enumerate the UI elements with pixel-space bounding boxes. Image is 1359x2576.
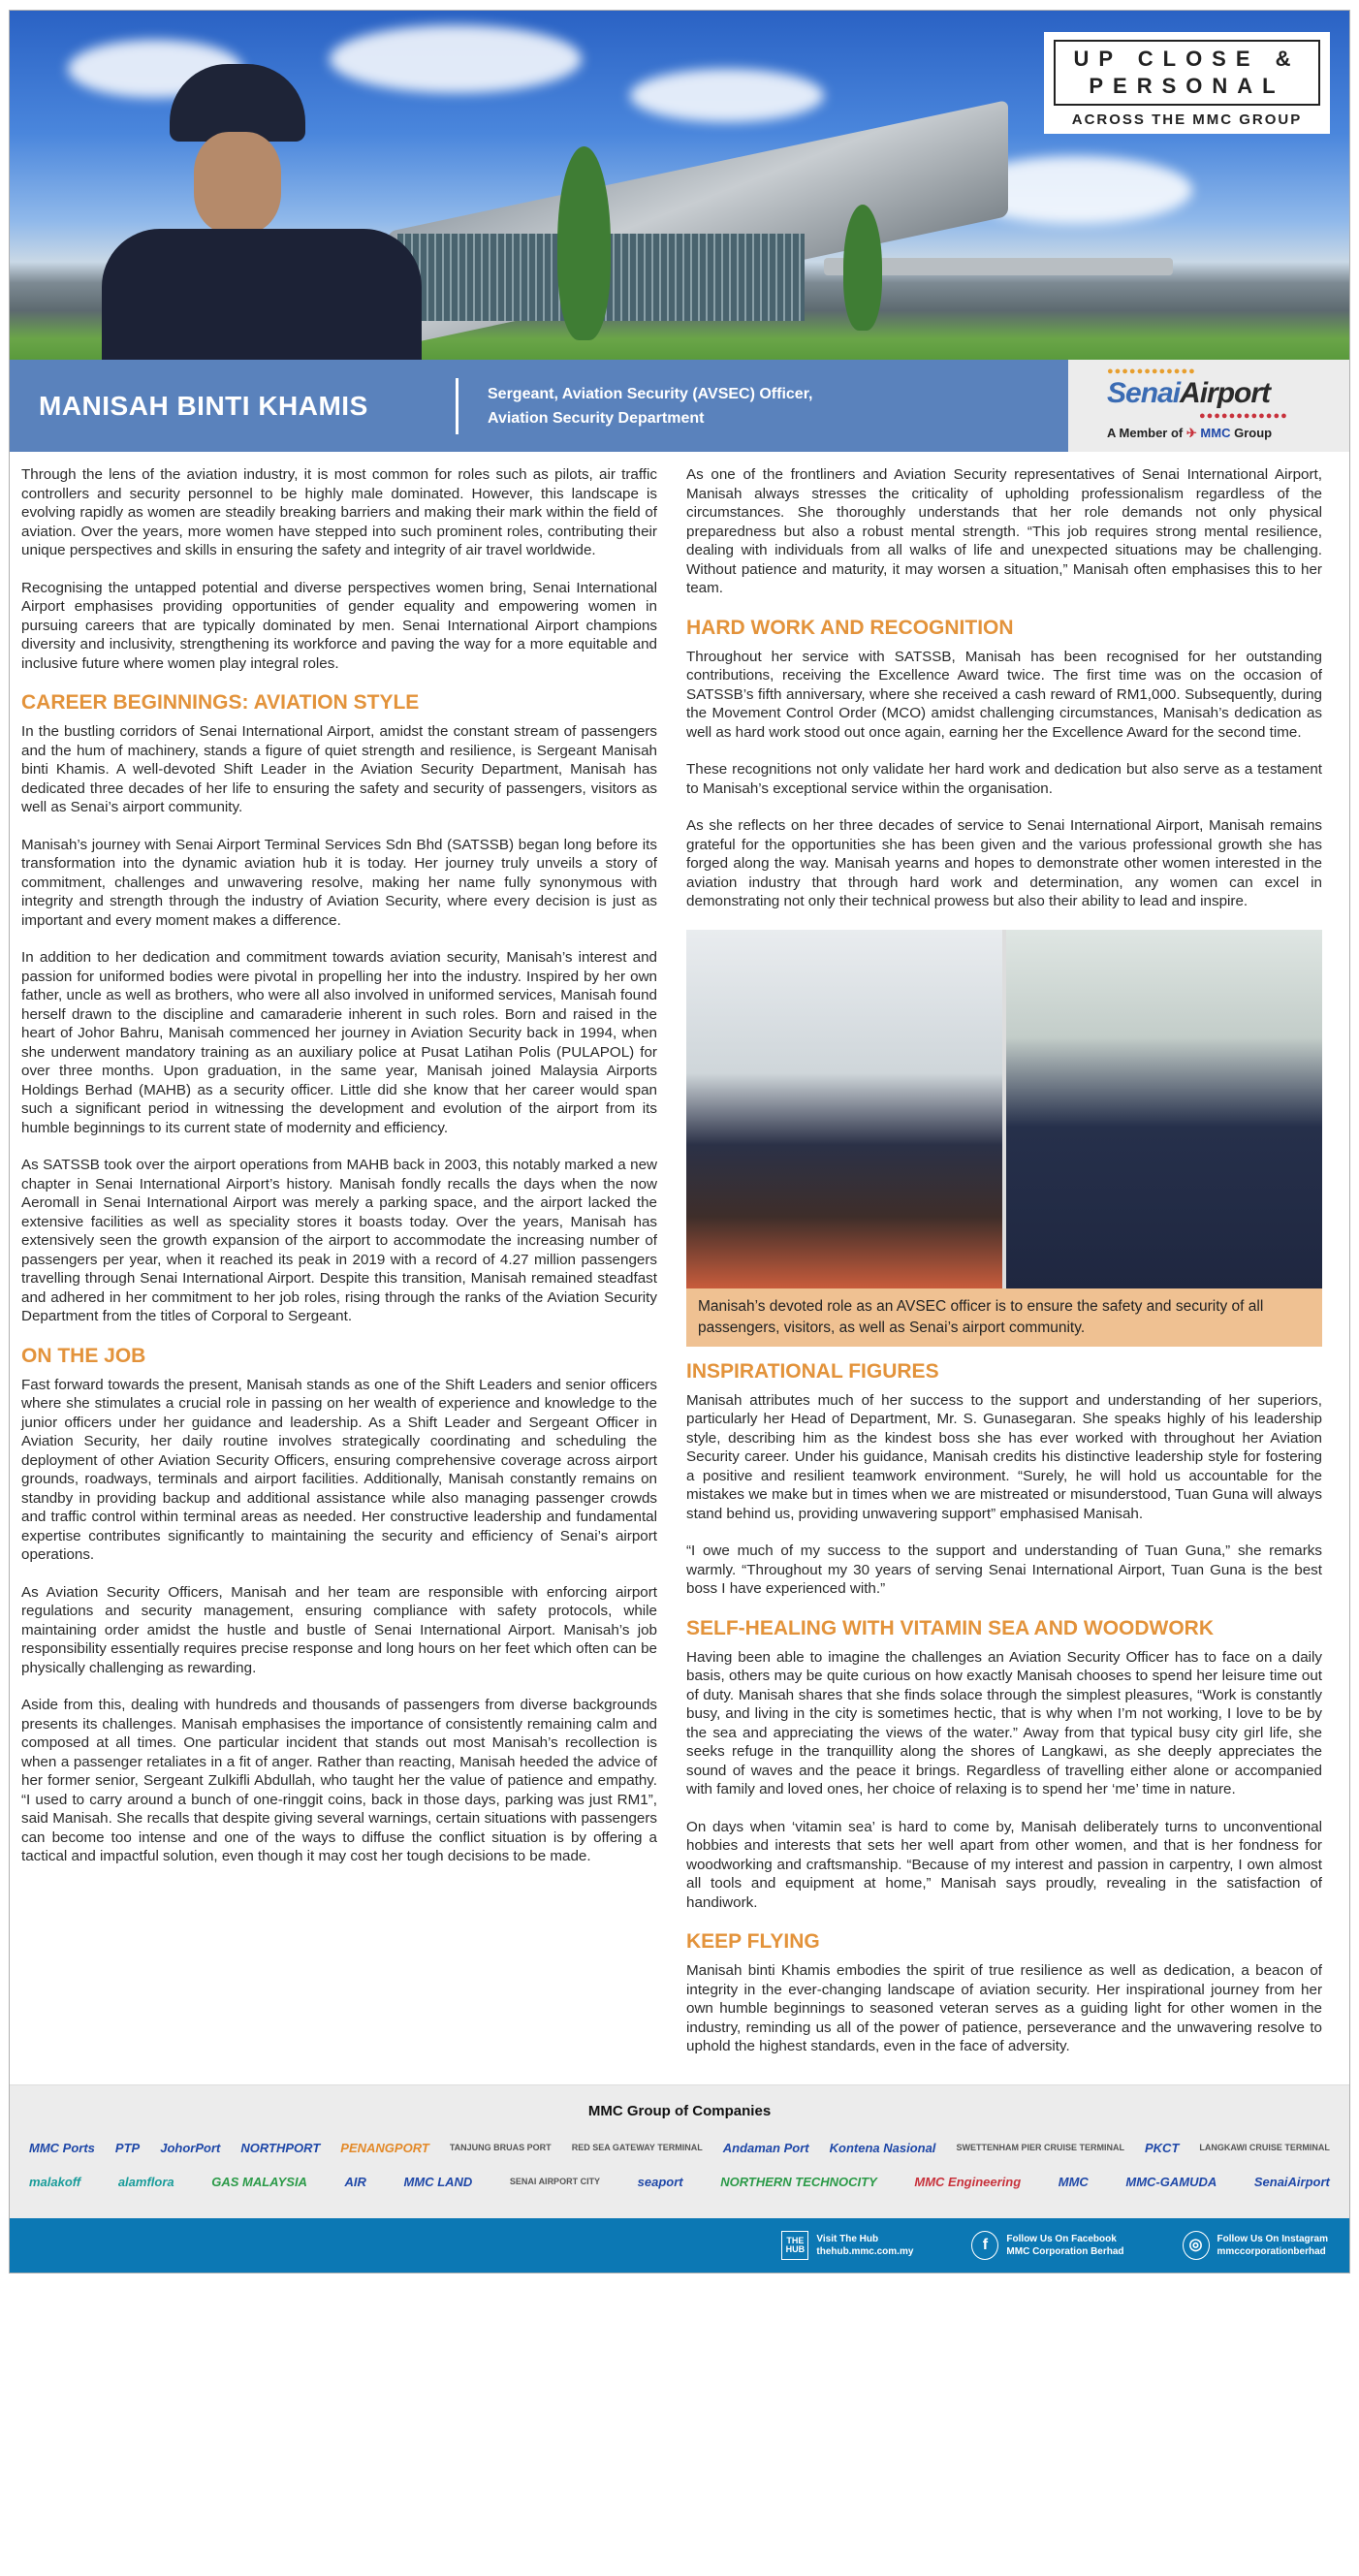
company-logo[interactable]: MMC LAND: [403, 2174, 473, 2189]
paragraph: As she reflects on her three decades of service to Senai International Airport, Manisah remains grateful for the opportunities she has been given and the various professional growth she has forged along the way. Manisah yearns and hopes to demonstrate other women interested in the aviation industry that through hard work and determination, any women can excel in demonstrating not only their technical prowess but also their ability to lead and inspire.: [686, 817, 1322, 909]
company-logo[interactable]: MMC Engineering: [914, 2174, 1022, 2189]
section-heading: SELF-HEALING WITH VITAMIN SEA AND WOODWORK: [686, 1616, 1215, 1639]
facebook-name: MMC Corporation Berhad: [1006, 2245, 1124, 2257]
role-line-2: Aviation Security Department: [488, 409, 705, 427]
name-band: [10, 360, 1349, 452]
paragraph: On days when ‘vitamin sea’ is hard to come by, Manisah deliberately turns to unconventional hobbies and interests that sets her well apart from other women, and that is her fondness for woodworking and craftsmanship. “Because of my interest and passion in carpentry, I own almost all tools and equipment at home,” Manisah says proudly, revealing in the satisfaction of handiwork.: [686, 1818, 1322, 1911]
section-heading: KEEP FLYING: [686, 1930, 820, 1953]
facebook-title: Follow Us On Facebook: [1006, 2233, 1117, 2244]
company-logo[interactable]: TANJUNG BRUAS PORT: [449, 2143, 552, 2152]
member-prefix: A Member of: [1107, 426, 1184, 440]
section-heading: ON THE JOB: [21, 1344, 146, 1367]
instagram-icon: ◎: [1183, 2231, 1210, 2260]
paragraph: In addition to her dedication and commitment towards aviation security, Manisah’s interest and passion for uniformed bodies were pivotal in propelling her into the industry. Inspired by her own father, uncle as well as brothers, who were all also involved in uniformed services, Manisah found herself drawn to the discipline and camaraderie inherent in such roles. Born and raised in the heart of Johor Bahru, Manisah commenced her journey in Aviation Security back in 1994, when she underwent mandatory training as an auxiliary police at Pusat Latihan Polis (PULAPOL) for over three months. Upon graduation, in the same year, Manisah joined Malaysia Airports Holdings Berhad (MAHB) as a security officer. Little did she know that her career would span such a significant period in witnessing the development and evolution of the airport from its humble beginnings to its current state of modernity and efficiency.: [21, 949, 657, 1136]
company-logos-row-1: [29, 2141, 1330, 2155]
paragraph: Having been able to imagine the challenges an Aviation Security Officer has to face on a daily basis, others may be quite curious on how exactly Manisah chooses to spend her leisure time out of duty. Manisah shares that she finds solace through the simplest pleasures, “Work is constantly busy, and living in the city is sometimes hectic, that is why when I’m not working, I love to be by the sea and appreciating the views of the water.” Away from that typical busy city girl life, she seeks refuge in the tranquillity along the shores of Langkawi, as she deeply appreciates the sound of waves and the peace it brings. Regardless of travelling either alone or accompanied with family and loved ones, her choice of relaxing is to spend her ‘me’ time in nature.: [686, 1648, 1322, 1797]
senai-airport-logo: [1107, 366, 1288, 422]
mmc-logo-icon: ✈: [1185, 426, 1197, 440]
company-logo[interactable]: AIR: [344, 2174, 366, 2189]
photo-caption: Manisah’s devoted role as an AVSEC officer is to ensure the safety and security of all passengers, visitors, as well as Senai’s airport community.: [686, 1288, 1322, 1347]
paragraph: “I owe much of my success to the support and understanding of Tuan Guna,” she remarks warmly. “Throughout my 30 years of serving Senai International Airport, Tuan Guna is the best boss I have experienced with.”: [686, 1542, 1322, 1597]
paragraph: Manisah’s journey with Senai Airport Terminal Services Sdn Bhd (SATSSB) began long before its transformation into the dynamic aviation hub it is today. Her journey truly unveils a story of commitment, challenges and unwavering resolve, making her name fully synonymous with integrity and strength through the industry of Aviation Security, where every decision is just as important and every moment makes a difference.: [21, 836, 657, 929]
company-logo[interactable]: LANGKAWI CRUISE TERMINAL: [1199, 2143, 1330, 2152]
company-logo[interactable]: MMC: [1058, 2174, 1089, 2189]
instagram-title: Follow Us On Instagram: [1217, 2233, 1328, 2244]
logo-tagline: ACROSS THE MMC GROUP: [1071, 111, 1303, 128]
tree-decoration: [843, 205, 882, 331]
company-logo[interactable]: JohorPort: [160, 2140, 221, 2155]
section-heading: INSPIRATIONAL FIGURES: [686, 1359, 939, 1383]
paragraph: Aside from this, dealing with hundreds and thousands of passengers from diverse backgrounds presents its challenges. Manisah emphasises the importance of consistently remaining calm and composed at all times. One particular incident that stands out most Manisah’s recollection is when a passenger retaliates in a fit of anger. Rather than reacting, Manisah heeded the advice of her former senior, Sergeant Zulkifli Abdullah, who taught her the value of patience and empathy. “I used to carry around a bunch of one-ringgit coins, back in those days, parking was just RM1”, said Manisah. She recalls that despite giving several warnings, certain situations with passengers can become too intense and one of the ways to diffuse the conflict situation is by offering a tactical and impactful solution, even though it may cost her tough decisions to be made.: [21, 1697, 657, 1864]
logo-dots-top: ●●●●●●●●●●●●: [1107, 366, 1196, 377]
hub-title: Visit The Hub: [816, 2233, 879, 2244]
paragraph: Fast forward towards the present, Manisah stands as one of the Shift Leaders and senior officers where she stimulates a crucial role in passing on her wealth of experience and knowledge to the junior officers under her guidance and leadership. As a Shift Leader and Sergeant Officer in Aviation Security, her daily routine involves strategically coordinating and scheduling the deployment of other Aviation Security Officers, ensuring comprehensive coverage across airport grounds, roadways, terminals and airport facilities. Additionally, Manisah constantly remains on standby in providing backup and additional assistance while also managing passenger crowds and traffic control within terminal areas as needed. Her constructive leadership and fundamental expertise contributes significantly to maintaining the security and efficiency of Senai’s airport operations.: [21, 1376, 657, 1563]
member-suffix: Group: [1234, 426, 1273, 440]
cloud-decoration: [630, 69, 824, 122]
article-photo: [686, 930, 1322, 1288]
company-logo[interactable]: GAS MALAYSIA: [211, 2174, 307, 2189]
company-logo[interactable]: MMC Ports: [29, 2140, 95, 2155]
company-logo[interactable]: SenaiAirport: [1253, 2174, 1330, 2189]
hero-banner: [10, 11, 1349, 360]
visit-hub-link[interactable]: [781, 2231, 913, 2260]
companies-title: MMC Group of Companies: [587, 2102, 772, 2119]
company-logo[interactable]: NORTHERN TECHNOCITY: [720, 2174, 877, 2189]
newsletter-page: [9, 10, 1350, 2274]
logo-line-2: PERSONAL: [1089, 74, 1285, 98]
facebook-link[interactable]: [971, 2231, 1123, 2260]
section-heading: CAREER BEGINNINGS: AVIATION STYLE: [21, 691, 420, 714]
paragraph: In the bustling corridors of Senai International Airport, amidst the constant stream of passengers and the hum of machinery, stands a figure of quiet strength and resilience, is Sergeant Manisah binti Khamis. A well-devoted Shift Leader in the Aviation Security Department, Manisah has dedicated three decades of her life to ensuring the safety and security of passengers, visitors as well as Senai’s airport community.: [21, 723, 657, 815]
logo-dots-bottom: ●●●●●●●●●●●●: [1199, 410, 1288, 422]
right-column: [686, 465, 1322, 2075]
up-close-personal-logo: [1044, 32, 1330, 134]
paragraph: Recognising the untapped potential and diverse perspectives women bring, Senai International Airport emphasises providing opportunities of gender equality and empowering women in pursuing careers that are typically dominated by men. Senai International Airport champions diversity and inclusivity, strengthening its workforce and paving the way for a more equitable and inclusive future where women play integral roles.: [21, 579, 657, 672]
instagram-name: mmccorporationberhad: [1217, 2245, 1326, 2257]
company-logo[interactable]: alamflora: [117, 2174, 174, 2189]
photo-baggage-inspection: [686, 930, 1002, 1288]
company-logo[interactable]: PKCT: [1145, 2140, 1180, 2155]
name-divider: [456, 378, 458, 434]
paragraph: Through the lens of the aviation industry, it is most common for roles such as pilots, air traffic controllers and security personnel to be highly male dominated. However, this landscape is evolving rapidly as women are steadily breaking barriers and making their mark within the field of aviation. Over the years, more women have stepped into such prominent roles, contributing their unique perspectives and skills in ensuring the safety and integrity of air travel worldwide.: [21, 466, 657, 558]
hub-url: thehub.mmc.com.my: [816, 2245, 914, 2257]
role-line-1: Sergeant, Aviation Security (AVSEC) Officer,: [488, 385, 813, 402]
member-brand: MMC: [1200, 426, 1231, 440]
paragraph: Manisah binti Khamis embodies the spirit of true resilience as well as dedication, a beacon of integrity in the ever-changing landscape of aviation security. Her inspirational journey from her own humble beginnings to seasoned veteran serves as a guiding light for other women in the industry, reminding us all of the power of patience, perseverance and the unwavering resolve to uphold the highest standards, even in the face of adversity.: [686, 1962, 1322, 2054]
company-logo[interactable]: malakoff: [29, 2174, 81, 2189]
instagram-link[interactable]: [1183, 2231, 1328, 2260]
logo-airport: Airport: [1180, 377, 1271, 409]
logo-line-1: UP CLOSE &: [1073, 47, 1301, 71]
company-logo[interactable]: SENAI AIRPORT CITY: [509, 2177, 601, 2186]
company-logo[interactable]: RED SEA GATEWAY TERMINAL: [571, 2143, 703, 2152]
company-logo[interactable]: seaport: [637, 2174, 683, 2189]
company-logo[interactable]: PENANGPORT: [340, 2140, 429, 2155]
paragraph: Manisah attributes much of her success to the support and understanding of her superiors, particularly her Head of Department, Mr. S. Gunasegaran. She speaks highly of his leadership style, describing him as the kindest boss she has ever worked with throughout her Aviation Security career. Under his guidance, Manisah credits his distinctive leadership style for fostering a positive and resilient teamwork environment. “Surely, he will hold us accountable for the mistakes we make but in times when we are mistreated or misunderstood, Tuan Guna will always stand behind us, providing unwavering support” emphasised Manisah.: [686, 1391, 1322, 1522]
paragraph: Throughout her service with SATSSB, Manisah has been recognised for her outstanding contributions, receiving the Excellence Award twice. The first time was on the occasion of SATSSB’s fifth anniversary, where she received a cash reward of RM1,000. Subsequently, during the Movement Control Order (MCO) amidst challenging circumstances, Manisah’s dedication as well as hard work stood out once again, earning her the Excellence Award for the second time.: [686, 648, 1322, 741]
logo-senai: Senai: [1107, 377, 1181, 409]
company-logos-row-2: [29, 2175, 1330, 2189]
company-logo[interactable]: PTP: [114, 2140, 141, 2155]
paragraph: As Aviation Security Officers, Manisah and her team are responsible with enforcing airport regulations and security management, ensuring compliance with safety protocols, while maintaining order amidst the hustle and bustle of Senai International Airport. Manisah’s job responsibility essentially requires precise response and long hours on her feet which often can be physically challenging as rewarding.: [21, 1583, 657, 1676]
mmc-group-companies: [10, 2084, 1349, 2218]
paragraph: These recognitions not only validate her hard work and dedication but also serve as a testament to Manisah’s exceptional service within the organisation.: [686, 761, 1322, 797]
the-hub-icon: THE HUB: [781, 2231, 808, 2260]
paragraph: As SATSSB took over the airport operations from MAHB back in 2003, this notably marked a new chapter in Senai International Airport’s history. Manisah fondly recalls the days when the now Aeromall in Senai International Airport was merely a parking space, and the airport lacked the extensive facilities as well as speciality stores it boasts today. Over the years, Manisah has extensively seen the growth expansion of the airport to accommodate the increasing number of passengers per year, when it reached its peak in 2019 with a record of 4.27 million passengers travelling through Senai International Airport. Despite this transition, Manisah remained steadfast and adhered in her commitment to her job roles, rising through the ranks of the Aviation Security Department from the titles of Corporal to Sergeant.: [21, 1157, 657, 1324]
footer-bar: [10, 2218, 1349, 2273]
tree-decoration: [557, 146, 611, 340]
officer-portrait: [102, 64, 422, 360]
person-name: MANISAH BINTI KHAMIS: [39, 390, 368, 421]
company-logo[interactable]: MMC-GAMUDA: [1125, 2174, 1217, 2189]
facebook-icon: f: [971, 2231, 998, 2260]
paragraph: As one of the frontliners and Aviation Security representatives of Senai International Airport, Manisah always stresses the criticality of upholding professionalism regardless of the circumstances. She thoroughly understands that her role demands not only physical preparedness but also a robust mental strength. “This job requires strong mental resilience, dealing with individuals from all walks of life and unexpected situations may be challenging. Without patience and maturity, it may worsen a situation,” Manisah often emphasises this to her team.: [686, 466, 1322, 596]
company-logo[interactable]: NORTHPORT: [240, 2140, 321, 2155]
company-logo[interactable]: SWETTENHAM PIER CRUISE TERMINAL: [956, 2143, 1124, 2152]
company-logo[interactable]: Kontena Nasional: [829, 2140, 936, 2155]
senai-airport-logo-area: [1068, 360, 1349, 452]
article-body: [10, 452, 1349, 2084]
photo-passenger-assistance: [1006, 930, 1322, 1288]
member-of-mmc: [1107, 426, 1272, 441]
left-column: [21, 465, 657, 2075]
section-heading: HARD WORK AND RECOGNITION: [686, 616, 1014, 639]
company-logo[interactable]: Andaman Port: [722, 2140, 809, 2155]
person-role: [488, 382, 813, 430]
